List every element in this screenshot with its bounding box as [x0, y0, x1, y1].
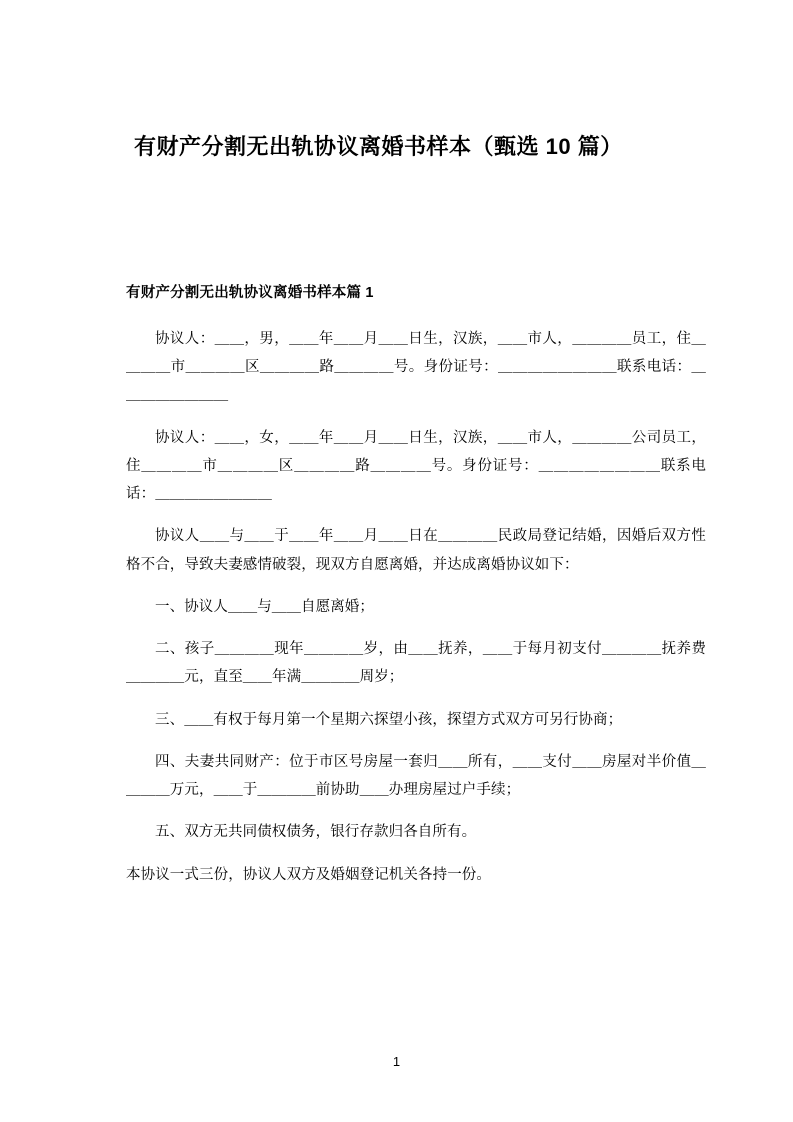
paragraph-4: 一、协议人＿＿与＿＿自愿离婚；: [155, 598, 374, 615]
paragraph-5: 二、孩子＿＿＿＿现年＿＿＿＿岁，由＿＿抚养，＿＿于每月初支付＿＿＿＿抚养费＿＿＿＿元，直至＿＿年满＿＿＿＿周岁；: [126, 641, 706, 686]
page-number: 1: [392, 1054, 401, 1069]
paragraph-9: 本协议一式三份，协议人双方及婚姻登记机关各持一份。: [126, 866, 491, 883]
paragraph-6: 三、＿＿有权于每月第一个星期六探望小孩，探望方式双方可另行协商；: [155, 711, 623, 728]
section-heading: 有财产分割无出轨协议离婚书样本篇 1: [126, 285, 374, 301]
paragraph-7: 四、夫妻共同财产：位于市区号房屋一套归＿＿所有，＿＿支付＿＿房屋对半价值＿＿＿＿万元，＿＿于＿＿＿＿前协助＿＿办理房屋过户手续；: [126, 753, 706, 799]
document-body: [126, 283, 706, 903]
paragraph-2: 协议人：＿＿，女，＿＿年＿＿月＿＿日生，汉族，＿＿市人，＿＿＿＿公司员工，住＿＿＿＿市＿＿＿＿区＿＿＿＿路＿＿＿＿号。身份证号：＿＿＿＿＿＿＿＿联系电话：＿＿＿＿＿＿＿＿: [126, 429, 706, 503]
paragraph-1: 协议人：＿＿，男，＿＿年＿＿月＿＿日生，汉族，＿＿市人，＿＿＿＿员工，住＿＿＿＿市＿＿＿＿区＿＿＿＿路＿＿＿＿号。身份证号：＿＿＿＿＿＿＿＿联系电话：＿＿＿＿＿＿＿＿: [126, 330, 706, 404]
page-title: 有财产分割无出轨协议离婚书样本（甄选 10 篇）: [134, 134, 623, 159]
paragraph-8: 五、双方无共同债权债务，银行存款归各自所有。: [155, 824, 477, 841]
paragraph-3: 协议人＿＿与＿＿于＿＿年＿＿月＿＿日在＿＿＿＿民政局登记结婚，因婚后双方性格不合，导致夫妻感情破裂，现双方自愿离婚，并达成离婚协议如下：: [126, 528, 706, 573]
